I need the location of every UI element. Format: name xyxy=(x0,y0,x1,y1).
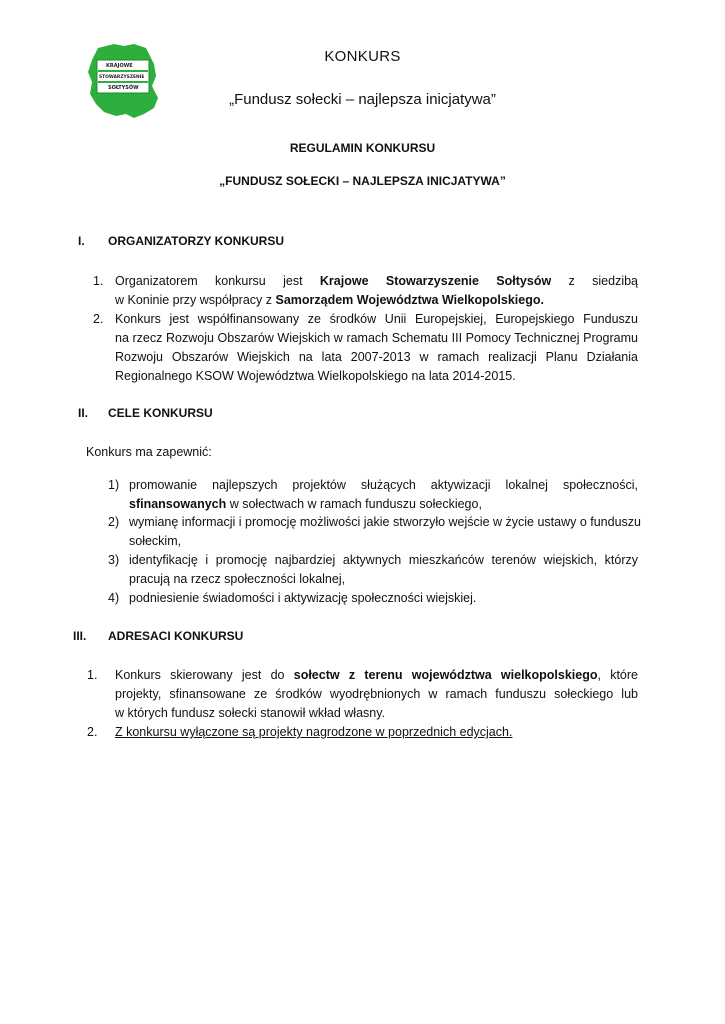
section-3-item-1 xyxy=(87,666,638,723)
paragraph-line: na rzecz Rozwoju Obszarów Wiejskich w ramach Schematu III Pomocy Technicznej Programu xyxy=(115,331,638,345)
paragraph-line: Rozwoju Obszarów Wiejskich na lata 2007-2013 w ramach realizacji Planu Działania xyxy=(115,350,638,364)
logo-text-line3: SOŁTYSÓW xyxy=(108,85,139,91)
paragraph-line: sołeckim, xyxy=(129,534,182,548)
section-2-item-1 xyxy=(108,476,638,514)
logo-text-line1: KRAJOWE xyxy=(106,63,133,69)
section-title: ORGANIZATORZY KONKURSU xyxy=(108,234,285,248)
list-number: 4) xyxy=(108,591,120,605)
section-1-item-2 xyxy=(93,310,638,386)
paragraph-line: projekty, sfinansowane ze środków wyodrębnionych w ramach funduszu sołeckiego lub xyxy=(115,687,638,701)
regulamin-heading: REGULAMIN KONKURSU xyxy=(289,141,436,155)
list-number: 2) xyxy=(108,515,120,529)
paragraph-line: pracują na rzecz społeczności lokalnej, xyxy=(129,572,346,586)
regulamin-subheading: „FUNDUSZ SOŁECKI – NAJLEPSZA INICJATYWA” xyxy=(219,174,506,188)
paragraph-line: w których fundusz sołecki stanowił wkład własny. xyxy=(115,706,386,720)
paragraph-line: Konkurs ma zapewnić: xyxy=(86,445,212,459)
paragraph-line: sfinansowanych w sołectwach w ramach funduszu sołeckiego, xyxy=(129,497,482,511)
paragraph-line: identyfikację i promocję najbardziej aktywnych mieszkańców terenów wiejskich, którzy xyxy=(129,553,638,567)
logo-text-line2: STOWARZYSZENIE xyxy=(99,75,145,80)
list-number: 1. xyxy=(93,274,104,288)
paragraph-line: promowanie najlepszych projektów służących aktywizacji lokalnej społeczności, xyxy=(129,478,638,492)
paragraph-line: podniesienie świadomości i aktywizację społeczności wiejskiej. xyxy=(129,591,477,605)
paragraph-line: Konkurs jest współfinansowany ze środków Unii Europejskiej, Europejskiego Funduszu xyxy=(115,312,638,326)
list-number: 1) xyxy=(108,478,120,492)
section-3-item-2 xyxy=(87,723,638,742)
document-subtitle: „Fundusz sołecki – najlepsza inicjatywa” xyxy=(229,91,496,108)
section-1-item-1 xyxy=(93,272,638,310)
section-title: ADRESACI KONKURSU xyxy=(108,629,244,643)
section-2-item-3 xyxy=(108,551,638,589)
document-title: KONKURS xyxy=(324,48,401,65)
section-2-intro xyxy=(86,443,636,462)
paragraph-line: Organizatorem konkursu jest Krajowe Stowarzyszenie Sołtysów z siedzibą xyxy=(115,274,638,288)
paragraph-line: w Koninie przy współpracy z Samorządem Województwa Wielkopolskiego. xyxy=(115,293,544,307)
paragraph-line: Konkurs skierowany jest do sołectw z terenu województwa wielkopolskiego, które xyxy=(115,668,638,682)
section-number: III. xyxy=(73,629,87,643)
paragraph-line: wymianę informacji i promocję możliwości jakie stworzyło wejście w życie ustawy o funduszu xyxy=(129,515,641,529)
list-number: 1. xyxy=(87,668,98,682)
section-number: II. xyxy=(78,406,89,420)
list-number: 3) xyxy=(108,553,120,567)
section-number: I. xyxy=(78,234,85,248)
paragraph-line: Z konkursu wyłączone są projekty nagrodzone w poprzednich edycjach. xyxy=(115,725,513,739)
paragraph-line: Regionalnego KSOW Województwa Wielkopolskiego na lata 2014-2015. xyxy=(115,369,516,383)
section-2-item-2 xyxy=(108,513,641,551)
section-2-item-4 xyxy=(108,589,638,608)
section-title: CELE KONKURSU xyxy=(108,406,213,420)
list-number: 2. xyxy=(93,312,104,326)
list-number: 2. xyxy=(87,725,98,739)
